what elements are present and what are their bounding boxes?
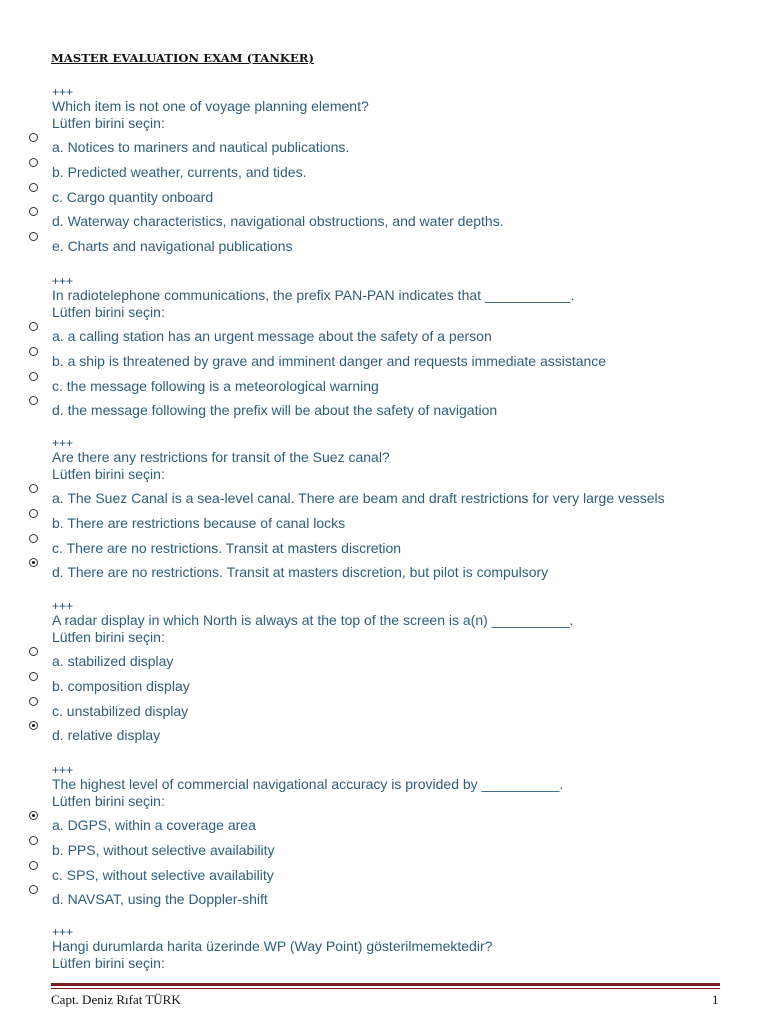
page-number: 1 — [712, 992, 719, 1007]
answer-radio-button[interactable] — [29, 509, 38, 518]
question-instruction: Lütfen birini seçin: — [52, 115, 165, 131]
answer-radio-button[interactable] — [29, 647, 38, 656]
question-instruction: Lütfen birini seçin: — [52, 466, 165, 482]
question-marker: +++ — [52, 274, 74, 288]
answer-radio-button[interactable] — [29, 558, 38, 567]
answer-radio-button[interactable] — [29, 534, 38, 543]
answer-option-label[interactable]: d. relative display — [52, 727, 161, 744]
answer-radio-button[interactable] — [29, 721, 38, 730]
answer-radio-button[interactable] — [29, 133, 38, 142]
answer-option-label[interactable]: b. a ship is threatened by grave and imminent danger and requests immediate assistance — [52, 352, 607, 369]
question-marker: +++ — [52, 85, 74, 99]
answer-radio-button[interactable] — [29, 396, 38, 405]
answer-option-label[interactable]: d. There are no restrictions. Transit at masters discretion, but pilot is compulsory — [52, 564, 549, 581]
answer-radio-button[interactable] — [29, 861, 38, 870]
answer-option-label[interactable]: c. Cargo quantity onboard — [52, 188, 214, 205]
answer-option-label[interactable]: d. NAVSAT, using the Doppler-shift — [52, 891, 268, 908]
answer-radio-button[interactable] — [29, 207, 38, 216]
question-marker: +++ — [52, 925, 74, 939]
footer-author: Capt. Deniz Rıfat TÜRK — [51, 992, 181, 1007]
question-instruction: Lütfen birini seçin: — [52, 955, 165, 971]
answer-radio-button[interactable] — [29, 811, 38, 820]
answer-option-label[interactable]: d. Waterway characteristics, navigational obstructions, and water depths. — [52, 213, 504, 230]
answer-radio-button[interactable] — [29, 322, 38, 331]
question-instruction: Lütfen birini seçin: — [52, 629, 165, 645]
question-text: Hangi durumlarda harita üzerinde WP (Way Point) gösterilmemektedir? — [52, 938, 493, 954]
question-instruction: Lütfen birini seçin: — [52, 304, 165, 320]
answer-radio-button[interactable] — [29, 672, 38, 681]
answer-radio-button[interactable] — [29, 158, 38, 167]
answer-radio-button[interactable] — [29, 347, 38, 356]
answer-radio-button[interactable] — [29, 232, 38, 241]
answer-radio-button[interactable] — [29, 372, 38, 381]
answer-option-label[interactable]: a. Notices to mariners and nautical publications. — [52, 139, 350, 155]
answer-radio-button[interactable] — [29, 836, 38, 845]
answer-option-label[interactable]: a. DGPS, within a coverage area — [52, 817, 256, 833]
answer-radio-button[interactable] — [29, 484, 38, 493]
answer-option-label[interactable]: a. The Suez Canal is a sea-level canal. There are beam and draft restrictions for very large vessels — [52, 490, 665, 506]
answer-option-label[interactable]: c. unstabilized display — [52, 702, 189, 719]
question-text: Which item is not one of voyage planning element? — [52, 98, 369, 114]
page-title: MASTER EVALUATION EXAM (TANKER) — [51, 51, 315, 65]
footer-divider-thin — [51, 988, 720, 989]
answer-radio-button[interactable] — [29, 697, 38, 706]
question-text: Are there any restrictions for transit of the Suez canal? — [52, 449, 390, 465]
answer-option-label[interactable]: d. the message following the prefix will be about the safety of navigation — [52, 402, 498, 419]
question-marker: +++ — [52, 436, 74, 450]
answer-option-label[interactable]: a. a calling station has an urgent message about the safety of a person — [52, 328, 492, 344]
answer-option-label[interactable]: b. Predicted weather, currents, and tides. — [52, 163, 307, 180]
answer-option-label[interactable]: e. Charts and navigational publications — [52, 238, 293, 255]
answer-option-label[interactable]: c. SPS, without selective availability — [52, 866, 274, 883]
answer-option-label[interactable]: c. There are no restrictions. Transit at masters discretion — [52, 539, 402, 556]
question-text: A radar display in which North is always at the top of the screen is a(n) __________. — [52, 612, 574, 628]
answer-radio-button[interactable] — [29, 885, 38, 894]
question-text: In radiotelephone communications, the prefix PAN-PAN indicates that ___________. — [52, 287, 575, 303]
question-marker: +++ — [52, 599, 74, 613]
answer-option-label[interactable]: b. composition display — [52, 677, 190, 694]
question-marker: +++ — [52, 763, 74, 777]
answer-radio-button[interactable] — [29, 183, 38, 192]
answer-option-label[interactable]: b. PPS, without selective availability — [52, 841, 275, 858]
question-instruction: Lütfen birini seçin: — [52, 793, 165, 809]
answer-option-label[interactable]: b. There are restrictions because of canal locks — [52, 514, 346, 531]
footer-divider — [51, 983, 720, 986]
answer-option-label[interactable]: c. the message following is a meteorological warning — [52, 377, 379, 394]
question-text: The highest level of commercial navigational accuracy is provided by __________. — [52, 776, 564, 792]
answer-option-label[interactable]: a. stabilized display — [52, 653, 174, 669]
